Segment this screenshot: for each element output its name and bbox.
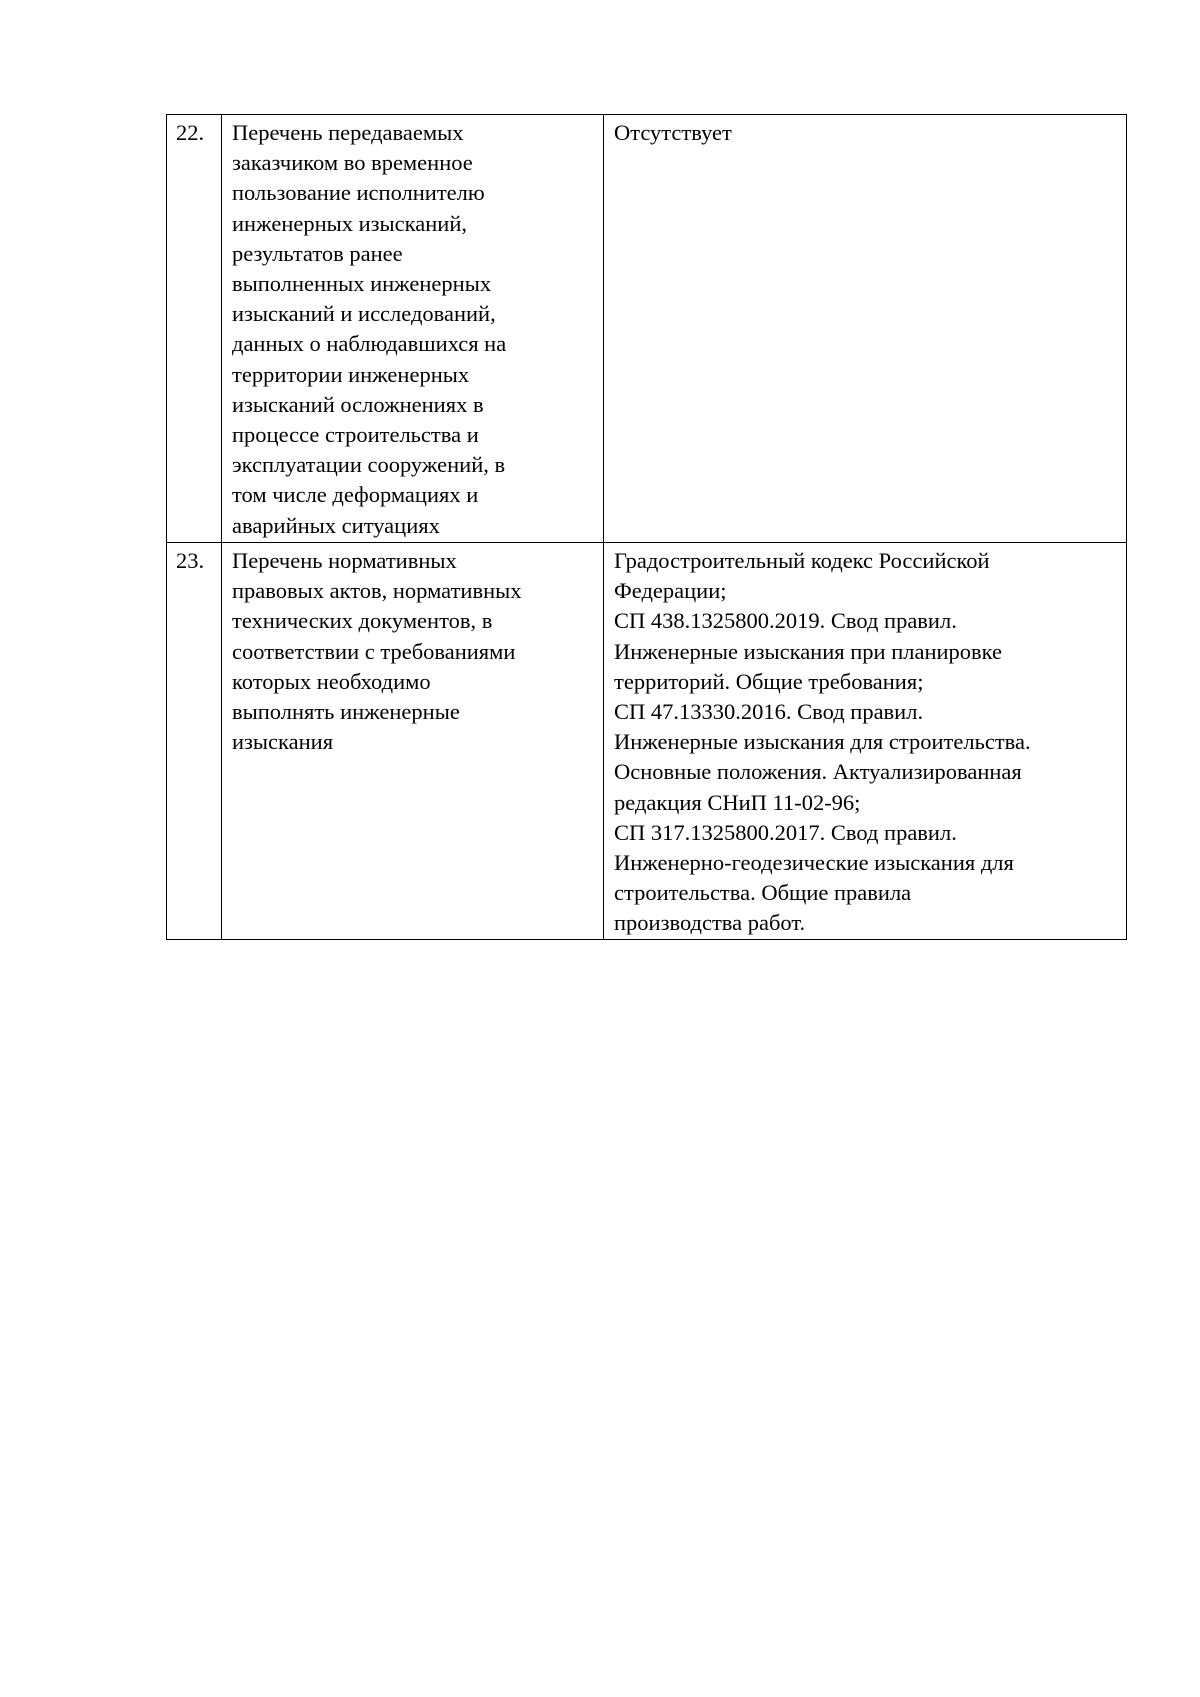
text-line: СП 47.13330.2016. Свод правил. [614,699,924,725]
requirement-name [222,115,604,543]
text-line: выполненных инженерных [232,271,492,297]
text-line: результатов ранее [232,240,403,266]
text-line: технических документов, в [232,608,493,634]
text-line: Федерации; [614,578,727,604]
text-line: которых необходимо [232,668,431,694]
requirement-name [222,543,604,940]
text-line: Инженерные изыскания для строительства. [614,729,1031,755]
text-line: соответствии с требованиями [232,638,516,664]
requirements-table [166,114,1127,940]
row-number: 22. [167,115,222,543]
text-line: том числе деформациях и [232,482,479,508]
text-line: Инженерные изыскания при планировке [614,638,1003,664]
text-line: правовых актов, нормативных [232,578,522,604]
text-line: Перечень передаваемых [232,120,464,145]
text-line: пользование исполнителю [232,180,485,206]
text-line: выполнять инженерные [232,699,460,725]
text-line: изысканий и исследований, [232,301,496,327]
text-line: изыскания [232,729,334,755]
text-line: эксплуатации сооружений, в [232,452,506,478]
requirement-value [604,543,1127,940]
text-line: территории инженерных [232,361,470,387]
text-line: СП 438.1325800.2019. Свод правил. [614,608,957,634]
text-line: аварийных ситуациях [232,512,440,538]
text-line: территорий. Общие требования; [614,668,924,694]
text-line: Отсутствует [614,120,732,145]
text-line: Основные положения. Актуализированная [614,759,1022,785]
text-line: данных о наблюдавшихся на [232,331,507,357]
text-line: СП 317.1325800.2017. Свод правил. [614,819,957,845]
table-row [167,115,1127,543]
text-line: процессе строительства и [232,422,479,448]
text-line: Инженерно-геодезические изыскания для [614,850,1014,876]
text-line: заказчиком во временное [232,150,473,176]
text-line: производства работ. [614,910,806,936]
text-line: Перечень нормативных [232,548,457,573]
text-line: Градостроительный кодекс Российской [614,548,990,573]
requirement-value [604,115,1127,543]
text-line: редакция СНиП 11-02-96; [614,789,861,815]
text-line: строительства. Общие правила [614,880,912,906]
text-line: изысканий осложнениях в [232,391,484,417]
table-row [167,543,1127,940]
row-number: 23. [167,543,222,940]
text-line: инженерных изысканий, [232,210,467,236]
